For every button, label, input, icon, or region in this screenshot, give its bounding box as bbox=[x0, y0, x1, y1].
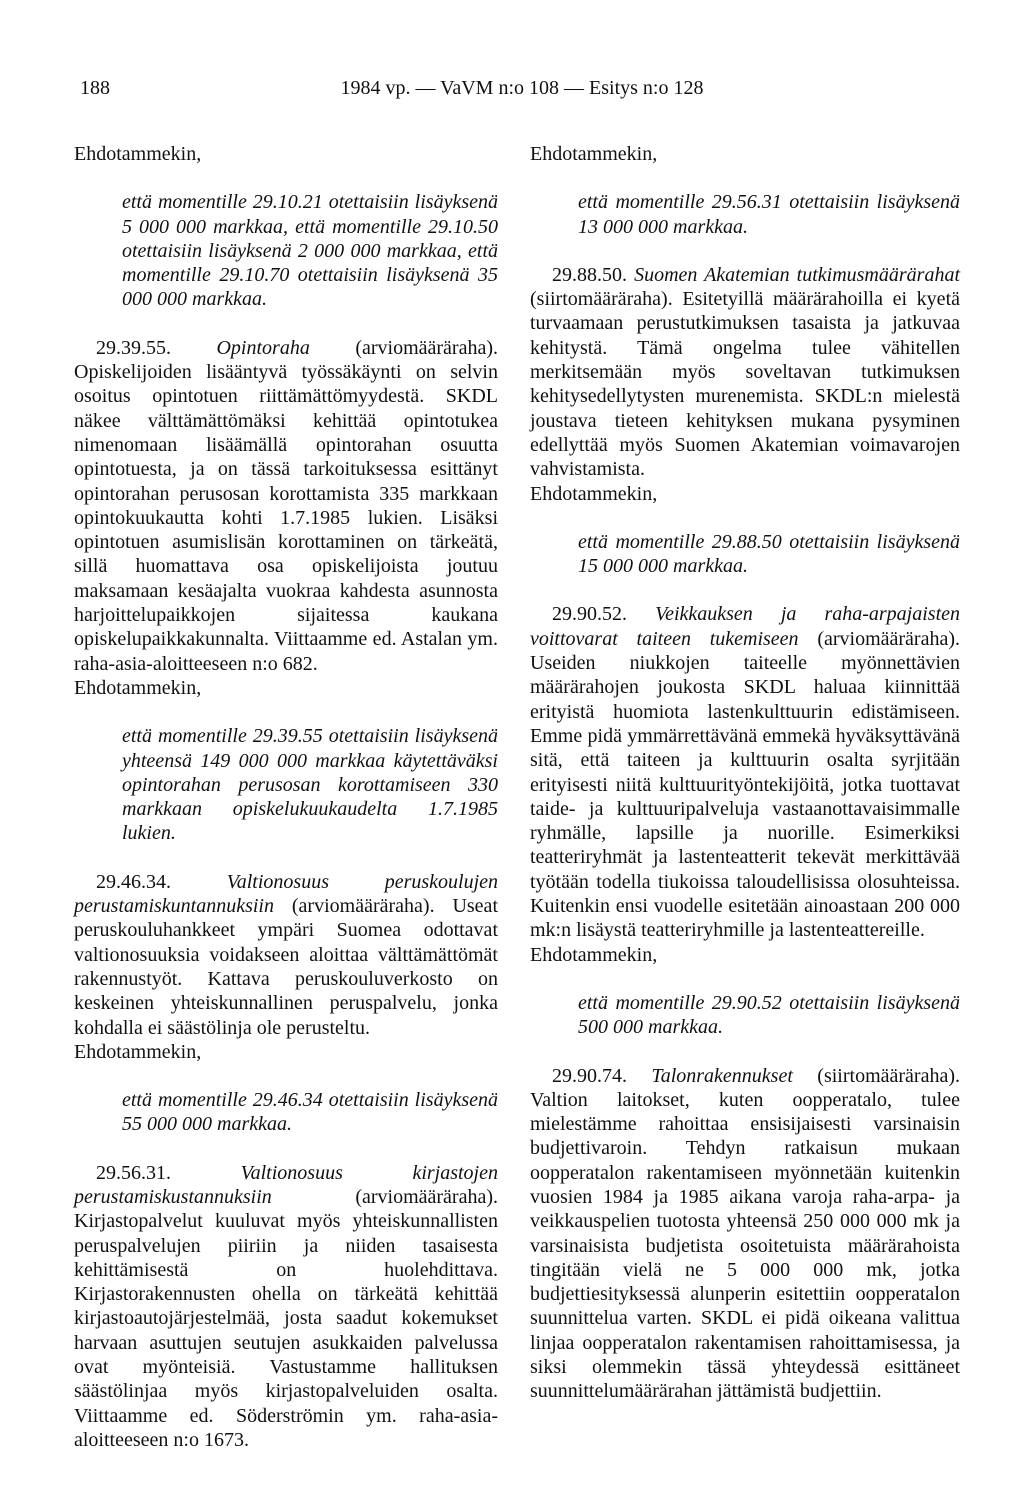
running-title: 1984 vp. — VaVM n:o 108 — Esitys n:o 128 bbox=[340, 77, 704, 99]
item-title: Suomen Akatemian tutkimusmäärärahat bbox=[634, 263, 961, 286]
budget-item-paragraph bbox=[530, 263, 960, 482]
budget-item-paragraph bbox=[530, 602, 960, 942]
left-column bbox=[74, 142, 498, 1452]
budget-item-paragraph bbox=[74, 1161, 498, 1453]
ehdotammekin-label: Ehdotammekin, bbox=[530, 143, 658, 165]
proposal-paragraph: että momentille 29.10.21 otettaisiin lisäyksenä 5 000 000 markkaa, että momentille 29.10.50 otettaisiin lisäyksenä 2 000 000 markkaa, että momentille 29.10.70 otettaisiin lisäyksenä 35 000 000 markkaa. bbox=[122, 191, 498, 311]
ehdotammekin-label: Ehdotammekin, bbox=[530, 943, 658, 966]
item-text: (siirtomääräraha). Esitetyillä määrärahoilla ei kyetä turvaamaan perustutkimuksen tasaista ja jatkuvaa kehitystä. Tämä ongelma tulee vähitellen merkitsemään myös soveltavan tutkimuksen kehitysedellytysten murenemista. SKDL:n mielestä joustava tieteen kehityksen mukana pysyminen edellyttää myös Suomen Akatemian voimavarojen vahvistamista. bbox=[530, 288, 960, 481]
proposal-paragraph: että momentille 29.90.52 otettaisiin lisäyksenä 500 000 markkaa. bbox=[578, 991, 960, 1039]
page-header bbox=[80, 74, 964, 102]
item-title: Veikkauksen ja raha-arpajaisten voittovarat taiteen tukemiseen bbox=[530, 603, 961, 650]
item-text: (arviomääräraha). Kirjastopalvelut kuuluvat myös yhteiskunnallisten peruspalvelujen piiriin ja niiden tasaisesta kehittämisestä on huolehdittava. Kirjastorakennusten ohella on tärkeätä kehittää kirjastoautojärjestelmää, josta saadut kokemukset harvaan asuttujen seutujen asukkaiden palvelussa ovat myönteisiä. Vastustamme hallituksen säästölinjaa myös kirjastopalveluiden osalta. Viittaamme ed. Söderströmin ym. raha-asia-aloitteeseen n:o 1673. bbox=[74, 1185, 498, 1451]
proposal-paragraph: että momentille 29.46.34 otettaisiin lisäyksenä 55 000 000 markkaa. bbox=[122, 1089, 498, 1136]
page-number: 188 bbox=[80, 77, 110, 99]
item-text: (arviomääräraha). Useat peruskouluhankkeet ympäri Suomea odottavat valtionosuuksia voidakseen aloittaa välttämättömät rakennustyöt. Kattava peruskouluverkosto on keskeinen yhteiskunnallinen peruspalvelu, jonka kohdalla ei säästölinja ole perusteltu. bbox=[74, 895, 498, 1039]
item-title: Opintoraha bbox=[216, 336, 310, 359]
item-number: 29.56.31. bbox=[96, 1161, 171, 1184]
item-text: (arviomääräraha). Opiskelijoiden lisääntyvä työssäkäynti on selvin osoitus opintotuen riittämättömyydestä. SKDL näkee välttämättömäksi kehittää opintotukea nimenomaan lisäämällä opintorahan osuutta opintotuesta, ja on tässä tarkoituksessa esittänyt opintorahan perusosan korottamista 335 markkaan opintokuukautta kohti 1.7.1985 lukien. Lisäksi opintotuen asumislisän korottaminen on tärkeätä, sillä huomattava osa opiskelijoista joutuu maksamaan kesäajalta vuokraa kahdesta asunnosta harjoittelupaikkojen sijaitessa kaukana opiskelupaikkakunnalta. Viittaamme ed. Astalan ym. raha-asia-aloitteeseen n:o 682. bbox=[74, 336, 498, 675]
ehdotammekin-label: Ehdotammekin, bbox=[74, 143, 202, 165]
item-text: (arviomääräraha). Useiden niukkojen taiteelle myönnettävien määrärahojen joukosta SKDL haluaa kiinnittää erityistä huomiota lastenkulttuurin edistämiseen. Emme pidä ymmärrettävänä emmekä hyväksyttävänä sitä, että taiteen ja kulttuurin osalta syrjitään erityisesti niitä kulttuurityöntekijöitä, jotka tuottavat taide- ja kulttuuripalveluja vastaanottavaisimmalle ryhmälle, lapsille ja nuorille. Esimerkiksi teatteriryhmät ja lastenteatterit tekevät merkittävää työtään todella tiukoissa taloudellisissa olosuhteissa. Kuitenkin ensi vuodelle esitetään ainoastaan 200 000 mk:n lisäystä teatteriryhmille ja lastenteattereille. bbox=[530, 627, 960, 942]
ehdotammekin-label: Ehdotammekin, bbox=[74, 1040, 202, 1063]
budget-item-paragraph bbox=[74, 336, 498, 676]
item-text: (siirtomääräraha). Valtion laitokset, kuten oopperatalo, tulee mielestämme rahoittaa ensisijaisesti varsinaisin budjettivaroin. Tehdyn ratkaisun mukaan oopperatalon rakentamiseen myönnetään kuitenkin vuosien 1984 ja 1985 aikana varoja raha-arpa- ja veikkauspelien tuotosta yhteensä 250 000 000 mk ja varsinaisista budjetista osoitetuista määrärahoista tingitään vielä ne 5 000 000 mk, jotka budjettiesityksessä alunperin esitettiin oopperatalon suunnittelua varten. SKDL ei pidä oikeana valittua linjaa oopperatalon rakentamisen rahoittamisessa, ja siksi olemmekin tässä yhteydessä esittäneet suunnittelumäärärahan jättämistä budjettiin. bbox=[530, 1064, 960, 1403]
ehdotammekin-label: Ehdotammekin, bbox=[74, 676, 202, 699]
item-title: Talonrakennukset bbox=[651, 1064, 793, 1087]
item-number: 29.90.74. bbox=[552, 1064, 627, 1087]
item-number: 29.46.34. bbox=[96, 870, 171, 893]
budget-item-paragraph bbox=[530, 1064, 960, 1404]
item-number: 29.90.52. bbox=[552, 603, 627, 626]
proposal-paragraph: että momentille 29.88.50 otettaisiin lisäyksenä 15 000 000 markkaa. bbox=[578, 530, 960, 578]
ehdotammekin-label: Ehdotammekin, bbox=[530, 482, 658, 505]
proposal-paragraph: että momentille 29.56.31 otettaisiin lisäyksenä 13 000 000 markkaa. bbox=[578, 191, 960, 238]
budget-item-paragraph bbox=[74, 870, 498, 1040]
item-title: Valtionosuus peruskoulujen perustamiskuntannuksiin bbox=[74, 870, 499, 918]
item-number: 29.39.55. bbox=[96, 336, 171, 359]
right-column bbox=[530, 142, 960, 1404]
item-number: 29.88.50. bbox=[552, 263, 627, 286]
item-title: Valtionosuus kirjastojen perustamiskustannuksiin bbox=[74, 1161, 498, 1208]
proposal-paragraph: että momentille 29.39.55 otettaisiin lisäyksenä yhteensä 149 000 000 markkaa käytettäväksi opintorahan perusosan korottamiseen 330 markkaan opiskelukuukaudelta 1.7.1985 lukien. bbox=[122, 725, 498, 845]
